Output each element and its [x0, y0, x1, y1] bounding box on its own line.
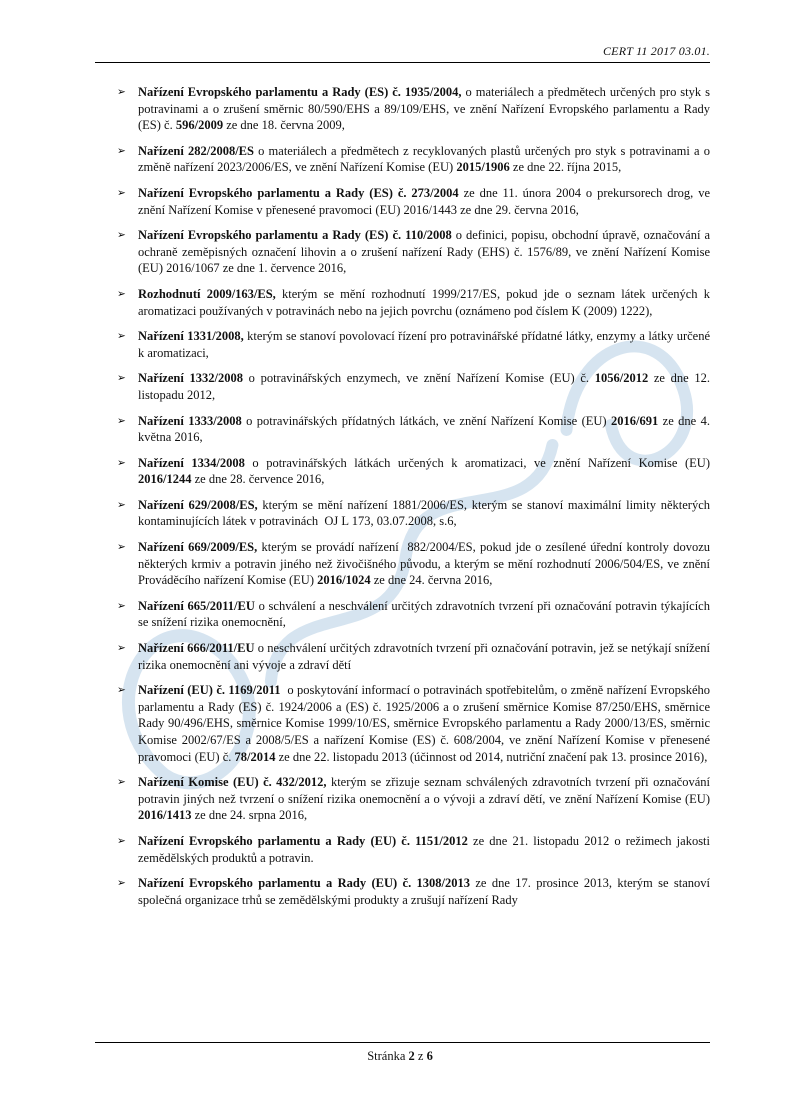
item-text [138, 286, 714, 319]
list-item [95, 833, 714, 866]
arrow-bullet-icon: ➢ [117, 498, 126, 511]
text-segment-bold: 6 [426, 1049, 433, 1063]
text-segment: o definici, popisu, obchodní úpravě, označování a ochraně zeměpisných označení lihovin a o zrušení nařízení Rady (EHS) č. 1576/89, ve znění Nařízení Komise (EU) 2016/1067 ze dne 1. července 2016, [138, 228, 714, 276]
text-segment: ze dne 17. prosince 2013, kterým se stanoví společná organizace trhů se zemědělskými produkty a zrušují nařízení Rady [138, 876, 714, 907]
item-text [138, 539, 714, 589]
arrow-bullet-icon: ➢ [117, 599, 126, 612]
text-segment-bold: 2016/1244 [138, 472, 192, 487]
text-segment-bold: 2015/1906 [456, 160, 510, 175]
arrow-bullet-icon: ➢ [117, 372, 126, 385]
text-segment-bold: Nařízení 282/2008/ES [138, 143, 254, 158]
text-segment: ze dne 22. listopadu 2013 (účinnost od 2014, nutriční značení pak 13. prosince 2016), [275, 749, 708, 764]
arrow-bullet-icon: ➢ [117, 834, 126, 847]
list-item [95, 539, 714, 589]
text-segment-bold: Nařízení Evropského parlamentu a Rady (ES) č. 1935/2004, [138, 85, 462, 99]
arrow-bullet-icon: ➢ [117, 287, 126, 300]
text-segment-bold: Nařízení 629/2008/ES, [138, 497, 258, 512]
text-segment: ze dne 4. května 2016, [138, 413, 714, 445]
item-text [138, 833, 714, 866]
arrow-bullet-icon: ➢ [117, 229, 126, 242]
item-text [138, 143, 714, 176]
text-segment: o neschválení určitých zdravotních tvrzení při označování potravin, jež se netýkají snížení rizika onemocnění ani vývoje a zdraví dětí [138, 641, 714, 672]
text-segment: ze dne 24. srpna 2016, [191, 808, 308, 823]
item-text [138, 328, 714, 361]
text-segment-bold: Nařízení Komise (EU) č. 432/2012, [138, 775, 327, 790]
list-item [95, 455, 714, 488]
text-segment: kterým se mění rozhodnutí 1999/217/ES, pokud jde o seznam látek určených k aromatizaci používaných v potravinách nebo na jejich povrchu (oznámeno pod číslem K (2009) 1222), [138, 286, 714, 318]
footer-divider [95, 1042, 710, 1043]
text-segment: o potravinářských přídatných látkách, ve znění Nařízení Komise (EU) [241, 413, 611, 428]
text-segment: o materiálech a předmětech určených pro styk s potravinami a o zrušení směrnic 80/590/EHS a 89/109/EHS, ve znění Nařízení Evropského parlamentu a Rady (ES) č. [138, 85, 714, 133]
page-header [95, 44, 710, 59]
text-segment-bold: 78/2014 [234, 749, 276, 764]
text-segment-bold: 2016/1413 [138, 808, 192, 823]
text-segment: ze dne 11. února 2004 o prekursorech drog, ve znění Nařízení Komise v přenesené pravomoci (EU) 2016/1443 ze dne 29. června 2016, [138, 185, 714, 217]
text-segment: z [414, 1049, 427, 1063]
list-item [95, 640, 714, 673]
text-segment: ze dne 18. června 2009, [223, 118, 345, 133]
text-segment-bold: Nařízení Evropského parlamentu a Rady (ES) č. 273/2004 [138, 185, 459, 200]
text-segment-bold: 2 [408, 1049, 415, 1063]
page-number [367, 1049, 433, 1063]
regulation-list [95, 84, 714, 917]
text-segment: ze dne 21. listopadu 2012 o režimech jakosti zemědělských produktů a potravin. [138, 833, 714, 865]
text-segment: kterým se mění nařízení 1881/2006/ES, kterým se stanoví maximální limity některých kontaminujících látek v potravinách OJ L 173, 03.07.2008, s.6, [138, 497, 714, 529]
list-item [95, 682, 714, 765]
arrow-bullet-icon: ➢ [117, 456, 126, 469]
text-segment-bold: Nařízení 1334/2008 [138, 455, 245, 470]
text-segment: o materiálech a předmětech z recyklovaných plastů určených pro styk s potravinami a o změně nařízení 2023/2006/ES, ve znění Nařízení Komise (EU) [138, 143, 714, 175]
text-segment: o potravinářských enzymech, ve znění Nařízení Komise (EU) č. [242, 371, 595, 386]
text-segment-bold: 2016/1024 [317, 573, 371, 588]
list-item [95, 328, 714, 361]
text-segment-bold: Nařízení 666/2011/EU [138, 641, 255, 656]
item-text [138, 370, 714, 403]
text-segment-bold: Rozhodnutí 2009/163/ES, [138, 286, 276, 301]
text-segment-bold: 596/2009 [175, 118, 224, 133]
text-segment-bold: Nařízení Evropského parlamentu a Rady (EU) č. 1151/2012 [138, 833, 468, 848]
text-segment: kterým se zřizuje seznam schválených zdravotních tvrzení při označování potravin jiných než tvrzení o snížení rizika onemocnění a o vývoji a zdraví dětí, ve znění Nařízení Komise (EU) [138, 775, 714, 806]
arrow-bullet-icon: ➢ [117, 144, 126, 157]
arrow-bullet-icon: ➢ [117, 684, 126, 697]
document-code: CERT 11 2017 03.01. [602, 44, 710, 58]
item-text [138, 84, 714, 134]
text-segment-bold: Nařízení 1332/2008 [138, 371, 243, 386]
text-segment-bold: Nařízení 669/2009/ES, [138, 540, 258, 555]
item-text [138, 640, 714, 673]
list-item [95, 185, 714, 218]
arrow-bullet-icon: ➢ [117, 877, 126, 890]
text-segment-bold: Nařízení 665/2011/EU [138, 598, 255, 613]
text-segment: Stránka [367, 1049, 409, 1063]
text-segment-bold: Nařízení Evropského parlamentu a Rady (EU) č. 1308/2013 [138, 876, 471, 891]
text-segment: kterým se stanoví povolovací řízení pro potravinářské přídatné látky, enzymy a látky určené k aromatizaci, [138, 329, 714, 360]
text-segment-bold: 2016/691 [611, 413, 659, 428]
item-text [138, 497, 714, 530]
text-segment: o poskytování informací o potravinách spotřebitelům, o změně nařízení Evropského parlamentu a Rady (ES) č. 1924/2006 a (ES) č. 1925/2006 a o zrušení směrnice Komise 87/250/EHS, směrnice Rady 90/496/EHS, směrnice Komise 1999/10/ES, směrnice Evropského parlamentu a Rady 2000/13/ES, směrnic Komise 2002/67/ES a 2008/5/ES a nařízení Komise (ES) č. 608/2004, ve znění Nařízení Komise v přenesené pravomoci (EU) č. [138, 683, 714, 764]
list-item [95, 413, 714, 446]
item-text [138, 875, 714, 908]
item-text [138, 227, 714, 277]
item-text [138, 413, 714, 446]
text-segment-bold: 1056/2012 [594, 371, 649, 386]
header-divider [95, 62, 710, 63]
item-text [138, 682, 714, 765]
arrow-bullet-icon: ➢ [117, 414, 126, 427]
text-segment: ze dne 12. listopadu 2012, [138, 371, 714, 402]
arrow-bullet-icon: ➢ [117, 642, 126, 655]
list-item [95, 286, 714, 319]
text-segment: kterým se provádí nařízení 882/2004/ES, pokud jde o zesílené úřední kontroly dovozu některých krmiv a potravin jiného než živočišného původu, a kterým se mění rozhodnutí 2006/504/ES, ve znění Prováděcího nařízení Komise (EU) [138, 540, 714, 588]
arrow-bullet-icon: ➢ [117, 86, 126, 98]
text-segment-bold: Nařízení 1331/2008, [138, 329, 244, 344]
item-text [138, 774, 714, 824]
list-item [95, 598, 714, 631]
arrow-bullet-icon: ➢ [117, 330, 126, 343]
text-segment-bold: Nařízení 1333/2008 [138, 413, 242, 428]
arrow-bullet-icon: ➢ [117, 541, 126, 554]
text-segment: ze dne 22. října 2015, [509, 160, 622, 175]
list-item [95, 84, 714, 134]
arrow-bullet-icon: ➢ [117, 186, 126, 199]
page-footer [0, 1049, 800, 1064]
item-text [138, 598, 714, 631]
text-segment: o potravinářských látkách určených k aromatizaci, ve znění Nařízení Komise (EU) [244, 455, 714, 470]
text-segment-bold: Nařízení Evropského parlamentu a Rady (ES) č. 110/2008 [138, 228, 452, 243]
list-item [95, 875, 714, 908]
text-segment: o schválení a neschválení určitých zdravotních tvrzení při označování potravin týkajících se snížení rizika onemocnění, [138, 598, 714, 630]
list-item [95, 227, 714, 277]
arrow-bullet-icon: ➢ [117, 776, 126, 789]
list-item [95, 370, 714, 403]
list-item [95, 143, 714, 176]
list-item [95, 497, 714, 530]
text-segment: ze dne 28. července 2016, [191, 472, 325, 487]
item-text [138, 455, 714, 488]
text-segment-bold: Nařízení (EU) č. 1169/2011 [138, 683, 281, 698]
item-text [138, 185, 714, 218]
text-segment: ze dne 24. června 2016, [370, 573, 493, 588]
list-item [95, 774, 714, 824]
